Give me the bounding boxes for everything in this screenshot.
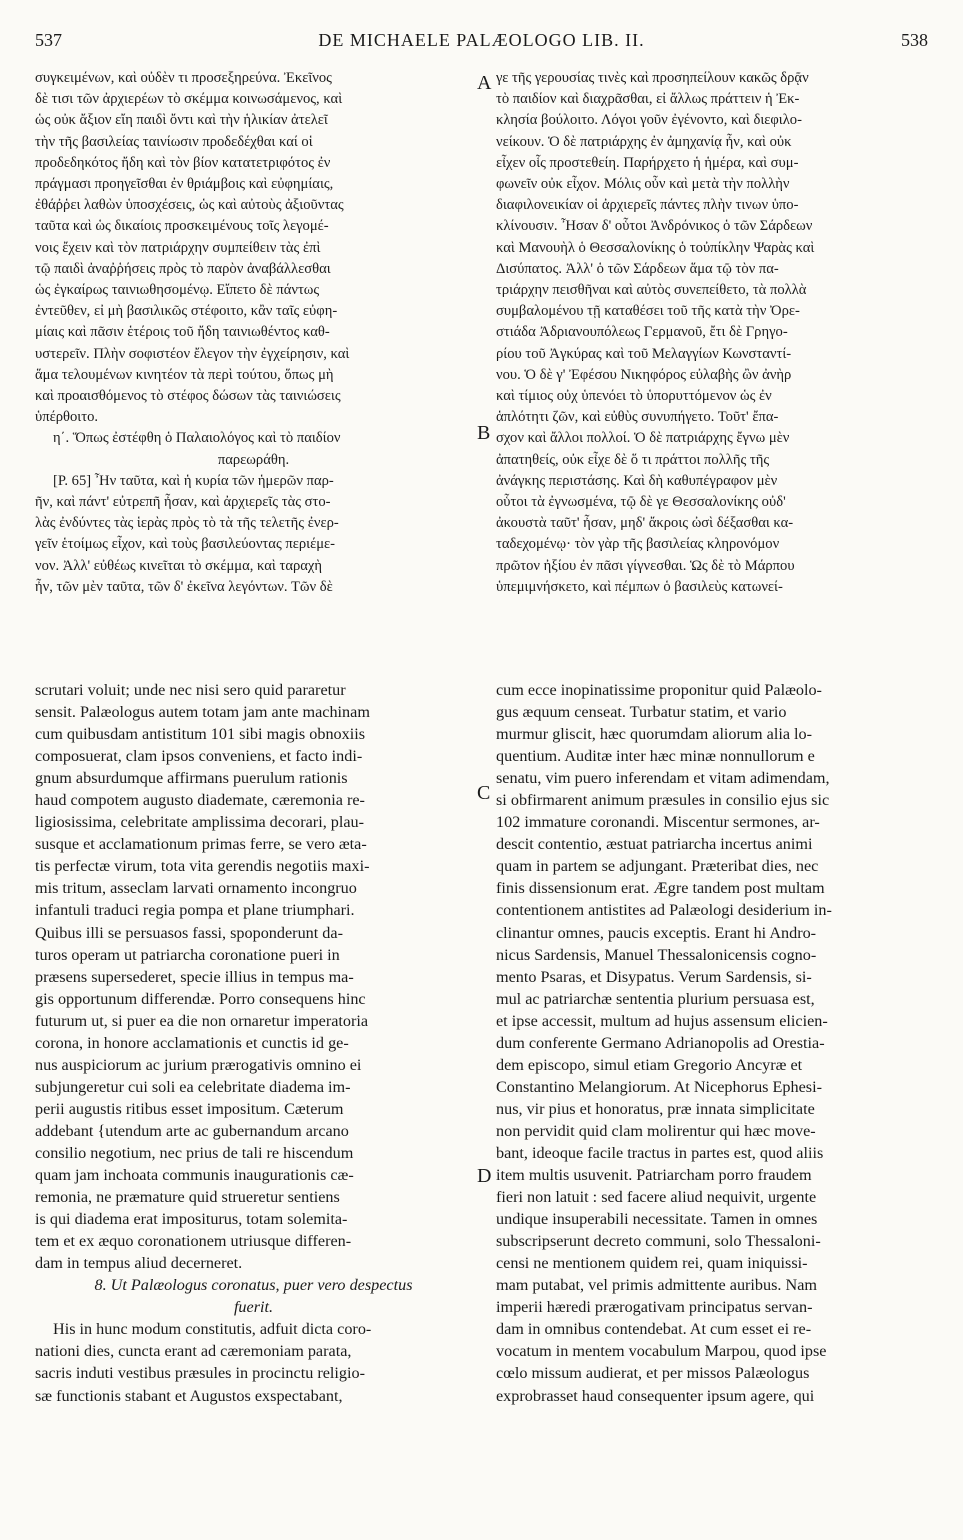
text-line: ἀκουστὰ ταῦτ' ἦσαν, μηδ' ἄκροις ὠσὶ δέξασθαι κα- [496,515,794,532]
text-line: mento Psaras, et Disypatus. Verum Sardensis, si- [496,967,812,986]
text-line: quam jam inchoata communis inaugurationis cæ- [35,1166,354,1185]
text-line: dam in omnibus contendebat. At cum esset ei re- [496,1320,812,1339]
text-line: κλίνουσιν. Ἦσαν δ' οὗτοι Ἀνδρόνικος ὁ τῶν Σάρδεων [496,218,813,235]
text-line: ὡς οὐκ ἄξιον εἴη παιδὶ ὄντι καὶ τὴν ἡλικίαν ἀτελεῖ [35,112,328,129]
text-line: scrutari voluit; unde nec nisi sero quid pararetur [35,681,346,699]
text-line: His in hunc modum constitutis, adfuit dicta coro- [53,1320,372,1339]
text-line: non pervidit quid clam molirentur qui hæc move- [496,1121,816,1140]
text-line: ταδεχομένῳ· τὸν γὰρ τῆς βασιλείας κληρονόμον [496,536,780,553]
text-line: tis perfectæ virum, tota vita gerendis negotiis maxi- [35,857,370,876]
text-line: οὗτοι τὰ ἐγνωσμένα, τῷ δὲ γε Θεσσαλονίκης οὐδ' [496,494,786,511]
text-line: ἀπατηθείς, οὐκ εἶχε δὲ ὅ τι πράττοι πολλῆς τῆς [496,451,770,468]
text-line: Quibus illi se persuasos fassi, spoponderunt da- [35,923,343,942]
text-line: quentium. Auditæ inter hæc minæ nonnullorum e [496,747,815,766]
text-line: τῷ παιδὶ ἀναῤῥήσεις πρὸς τὸ παρὸν ἀναβάλλεσθαι [35,260,331,277]
text-line: consilio negotium, nec prius de tali re hiscendum [35,1143,354,1162]
margin-marker-b: B [477,422,491,444]
greek-left-text-2 [35,471,472,598]
margin-marker-a: A [477,72,492,94]
text-line: turos operam ut patriarcha coronatione pueri in [35,945,340,964]
text-line: murmur gliscit, hæc quorumdam aliorum alia lo- [496,725,813,744]
page-number-right: 538 [901,30,928,50]
margin-marker-d: D [477,1165,492,1187]
latin-column-left [35,679,472,1469]
text-line: συγκειμένων, καὶ οὐδὲν τι προσεξηρεύνα. Ἐκεῖνος [35,70,332,86]
text-line: subscripserunt decreto communi, solo Thessaloni- [496,1232,821,1251]
text-line: tem et ex æquo coronationem utriusque differen- [35,1232,352,1251]
text-line: ἁπλότητι ζῶν, καὶ εὐθὺς συνυπήγετο. Τοῦτ' ἔπα- [496,409,779,426]
greek-section-title-cont: παρεωράθη. [217,451,290,468]
text-line: senatu, vim puero inferendam et vitam adimendam, [496,769,830,788]
running-title: DE MICHAELE PALÆOLOGO LIB. II. [318,30,645,50]
text-line: Δισύπατος. Ἀλλ' ὁ τῶν Σάρδεων ἅμα τῷ τὸν πα- [496,260,779,277]
text-line: 102 immature coronandi. Miscentur sermones, ar- [496,813,820,832]
text-line: præsens supersederet, specie illius in tempus ma- [35,967,354,986]
text-line: πρῶτον ἠξίου ἐν πᾶσι γίγνεσθαι. Ὡς δὲ τὸ Μάρπου [496,557,795,574]
text-line: susque et acclamationum primas ferre, se vero æta- [35,835,367,854]
text-line: ἐθάῤῥει λαθὼν ὑποσχέσεις, ὡς καὶ αὐτοὺς ἀξιοῦντας [35,197,344,214]
text-line: item multis usuvenit. Patriarcham porro fraudem [496,1166,812,1185]
text-line: exprobrasset haud consequenter ipsum agere, qui [496,1386,815,1405]
text-line: infantuli traduci regia pompa et plane triumphari. [35,901,355,920]
text-line: undique insuperabili necessitate. Tamen in omnes [496,1210,818,1229]
text-line: gis opportunum differendæ. Porro consequens hinc [35,989,366,1008]
text-line: sacris induti vestibus præsules in procinctu religio- [35,1364,365,1383]
text-line: ἀνάγκης περιστάσης. Καὶ δὴ καθυπέγραφον μὲν [496,472,778,489]
text-line: mul ac patriarchæ sententia plurium persuasa est, [496,989,815,1008]
text-line: στιάδα Ἀδριανουπόλεως Γερμανοῦ, ἔτι δὲ Γρηγο- [496,324,788,341]
text-line: mis tritum, asseclam larvati ornamento incongruo [35,879,357,898]
text-line: [P. 65] Ἦν ταῦτα, καὶ ἡ κυρία τῶν ἡμερῶν παρ- [53,472,334,489]
text-line: ὑπέρθοιτο. [35,409,99,426]
text-line: σχον καὶ ἄλλοι πολλοί. Ὁ δὲ πατριάρχης ἔγνω μὲν [496,430,790,447]
text-line: finis dissensionum erat. Ægre tandem post multam [496,879,825,898]
text-line: ὑπεμιμνήσκετο, καὶ πέμπων ὁ βασιλεὺς κατωνεί- [496,578,783,595]
text-line: futurum ut, si puer ea die non ornaretur imperatoria [35,1011,369,1030]
text-line: πράγμασι προηγεῖσθαι ἐν θριάμβοις καὶ εὐφημίαις, [35,176,334,193]
text-line: remonia, ne præmature quid strueretur sentiens [35,1188,340,1207]
text-line: γε τῆς γερουσίας τινὲς καὶ προσηπείλουν κακῶς δρᾷν [496,70,809,86]
text-line: contentionem antistites ad Palæologi desiderium in- [496,901,832,920]
text-line: γεῖν ἑτοίμως εἶχον, καὶ τοὺς βασιλεύοντας περιέμε- [35,536,336,553]
text-line: κλησία βούλοιτο. Λόγοι γοῦν ἐγένοντο, καὶ διεφιλο- [496,112,802,129]
text-line: imperii hæredi prærogativam principatus servan- [496,1298,813,1317]
text-line: is qui diadema erat impositurus, totam solemita- [35,1210,348,1229]
text-line: ὡς ἐγκαίρως ταινιωθησομένῳ. Εἴπετο δὲ πάντως [35,282,320,299]
text-line: gus æquum censeat. Turbatur statim, et vario [496,703,787,722]
latin-left-text-2 [35,1318,472,1406]
text-line: descit contentio, æstuat patriarcha incertus animi [496,835,813,854]
text-line: διαφιλονεικίαν οἱ ἀρχιερεῖς πάντες πλὴν τινων ὑπο- [496,197,799,214]
text-line: clinantur omnes, paucis exceptis. Erant hi Andro- [496,923,817,942]
text-line: haud compotem augusto diademate, cæremonia re- [35,791,365,810]
text-line: τὴν τῆς βασιλείας ταινίωσιν προδεδέχθαι καί οἱ [35,133,313,150]
text-line: λὰς ἐνδύντες τὰς ἱερὰς πρὸς τὸ τὰ τῆς τελετῆς ἐνερ- [35,515,339,532]
text-line: fieri non latuit : sed facere aliud nequivit, urgente [496,1188,817,1207]
text-line: ταῦτα καὶ ὡς δικαίοις προσκειμένους τοῖς λεγομέ- [35,218,329,235]
latin-right-text [496,679,930,1407]
text-line: ἦν, τῶν μὲν ταῦτα, τῶν δ' ἐκεῖνα λεγόντων. Τῶν δὲ [35,578,333,595]
text-line: sensit. Palæologus autem totam jam ante machinam [35,703,370,722]
text-line: καὶ τίμιος οὐχ ὑπενόει τὸ ὑπορυττόμενον ὡς ἐν [496,388,772,405]
greek-column-right [496,68,930,648]
text-line: sæ functionis stabant et Augustos exspectabant, [35,1386,343,1405]
text-line: ἅμα τελουμένων κινητέον τὰ περὶ τούτου, ὅπως μὴ [35,366,334,383]
text-line: nus auspiciorum ac jurium prærogativis omnino ei [35,1055,362,1074]
greek-column-left [35,68,472,648]
text-line: Constantino Melangiorum. At Nicephorus Ephesi- [496,1077,822,1096]
text-line: perii augustis ritibus esset impositum. Cæterum [35,1099,344,1118]
text-line: φωνεῖν οὐκ εἶχον. Μόλις οὖν καὶ μετὰ τὴν πολλὴν [496,176,790,193]
greek-section-title: η΄. Ὅπως ἐστέφθη ὁ Παλαιολόγος καὶ τὸ παιδίον [53,430,341,447]
text-line: νοις ἔχειν καὶ τὸν πατριάρχην συμπείθειν τὰς ἐπὶ [35,239,321,256]
text-line: dem episcopo, simul etiam Gregorio Ancyræ et [496,1055,803,1074]
margin-marker-c: C [477,782,491,804]
text-line: censi ne mentionem quidem rei, quam iniquissi- [496,1254,808,1273]
text-line: καὶ Μανουὴλ ὁ Θεσσαλονίκης ὁ τοὐπίκλην Ψαρὰς καὶ [496,239,815,256]
page-number-left: 537 [35,30,62,50]
text-line: cœlo missum audierat, et per missos Palæologus [496,1364,810,1383]
greek-right-text [496,68,930,598]
text-line: composuerat, clam ipsos conveniens, et facto indi- [35,747,363,766]
text-line: cum ecce inopinatissime proponitur quid Palæolo- [496,681,822,699]
latin-column-right [496,679,930,1469]
text-line: μίαις καὶ πᾶσιν ἑτέροις τοῦ ἤδη ταινιωθέντος καθ- [35,324,330,341]
text-line: gnum absurdumque affirmans puerulum rationis [35,769,348,788]
text-line: ρίου τοῦ Ἀγκύρας καὶ τοῦ Μελαγγίων Κωνσταντί- [496,345,792,362]
latin-left-text [35,679,472,1274]
text-line: νου. Ὁ δὲ γ' Ἐφέσου Νικηφόρος εὐλαβὴς ὢν ἀνὴρ [496,366,792,383]
text-line: corona, in honore acclamationis et cunctis id ge- [35,1033,349,1052]
text-line: τριάρχην πεισθῆναι καὶ αὐτὸς συνεπείθετο, τὰ πολλὰ [496,282,807,299]
text-line: subjungeretur cui soli ea celebritate diadema im- [35,1077,351,1096]
text-line: ἐντεῦθεν, εἰ μὴ βασιλικῶς στέφοιτο, κἂν ταῖς εὐφη- [35,303,338,320]
text-line: nicus Sardensis, Manuel Thessalonicensis cogno- [496,945,817,964]
text-line: bant, ideoque facile tractus in partes est, quod aliis [496,1143,824,1162]
text-line: νον. Ἀλλ' εὐθέως κινεῖται τὸ σκέμμα, καὶ ταραχὴ [35,557,323,574]
text-line: dam in tempus aliud decerneret. [35,1254,243,1273]
text-line: υστερεῖν. Πλὴν σοφιστέον ἔλεγον τὴν ἐγχείρησιν, καὶ [35,345,350,362]
latin-section-title: 8. Ut Palæologus coronatus, puer vero despectus [94,1276,413,1295]
text-line: vocatum in mentem vocabulum Marpou, quod ipse [496,1342,827,1361]
text-line: καὶ προαισθόμενος τὸ στέφος δώσων τὰς ταινιώσεις [35,388,341,405]
text-line: ligiosissima, celebritate amplissima decorari, plau- [35,813,365,832]
latin-section-title-cont: fuerit. [233,1298,274,1317]
text-line: ῆν, καὶ πάντ' εὐτρεπῆ ἦσαν, καὶ ἀρχιερεῖς τὰς στο- [35,494,331,511]
text-line: et ipse accessit, multum ad hujus assensum elicien- [496,1011,828,1030]
text-line: si obfirmarent animum præsules in consilio ejus sic [496,791,830,810]
text-line: nus, vir pius et honoratus, præ innata simplicitate [496,1099,815,1118]
text-line: προδεδηκότος ἤδη καὶ τὸν βίον κατατετριφότος ἐν [35,154,331,171]
running-header [35,30,928,58]
text-line: mam putabat, vel primis admittente auribus. Nam [496,1276,817,1295]
text-line: εἶχεν οἷς προστεθείη. Παρήρχετο ἡ ἡμέρα, καὶ συμ- [496,154,799,171]
text-line: νείκουν. Ὁ δὲ πατριάρχης ἐν ἀμηχανίᾳ ἦν, καὶ οὐκ [496,133,792,150]
text-line: addebant {utendum arte ac gubernandum arcano [35,1121,349,1140]
text-line: τὸ παιδίον καὶ διαχρᾶσθαι, εἰ ἄλλως πράττειν ἡ Ἐκ- [496,91,800,108]
greek-left-text [35,68,472,428]
text-line: δὲ τισι τῶν ἀρχιερέων τὸ σκέμμα κοινωσάμενος, καὶ [35,91,343,108]
text-line: quam in partem se adjungant. Præteribat dies, nec [496,857,819,876]
text-line: nationi dies, cuncta erant ad cæremoniam parata, [35,1342,352,1361]
text-line: dum conferente Germano Adrianopolis ad Orestia- [496,1033,825,1052]
text-line: cum quibusdam antistitum 101 sibi magis obnoxiis [35,725,366,744]
text-line: συμβαλομένου τῇ καταθέσει τοῦ τῆς κατὰ τὴν Ὀρε- [496,303,800,320]
